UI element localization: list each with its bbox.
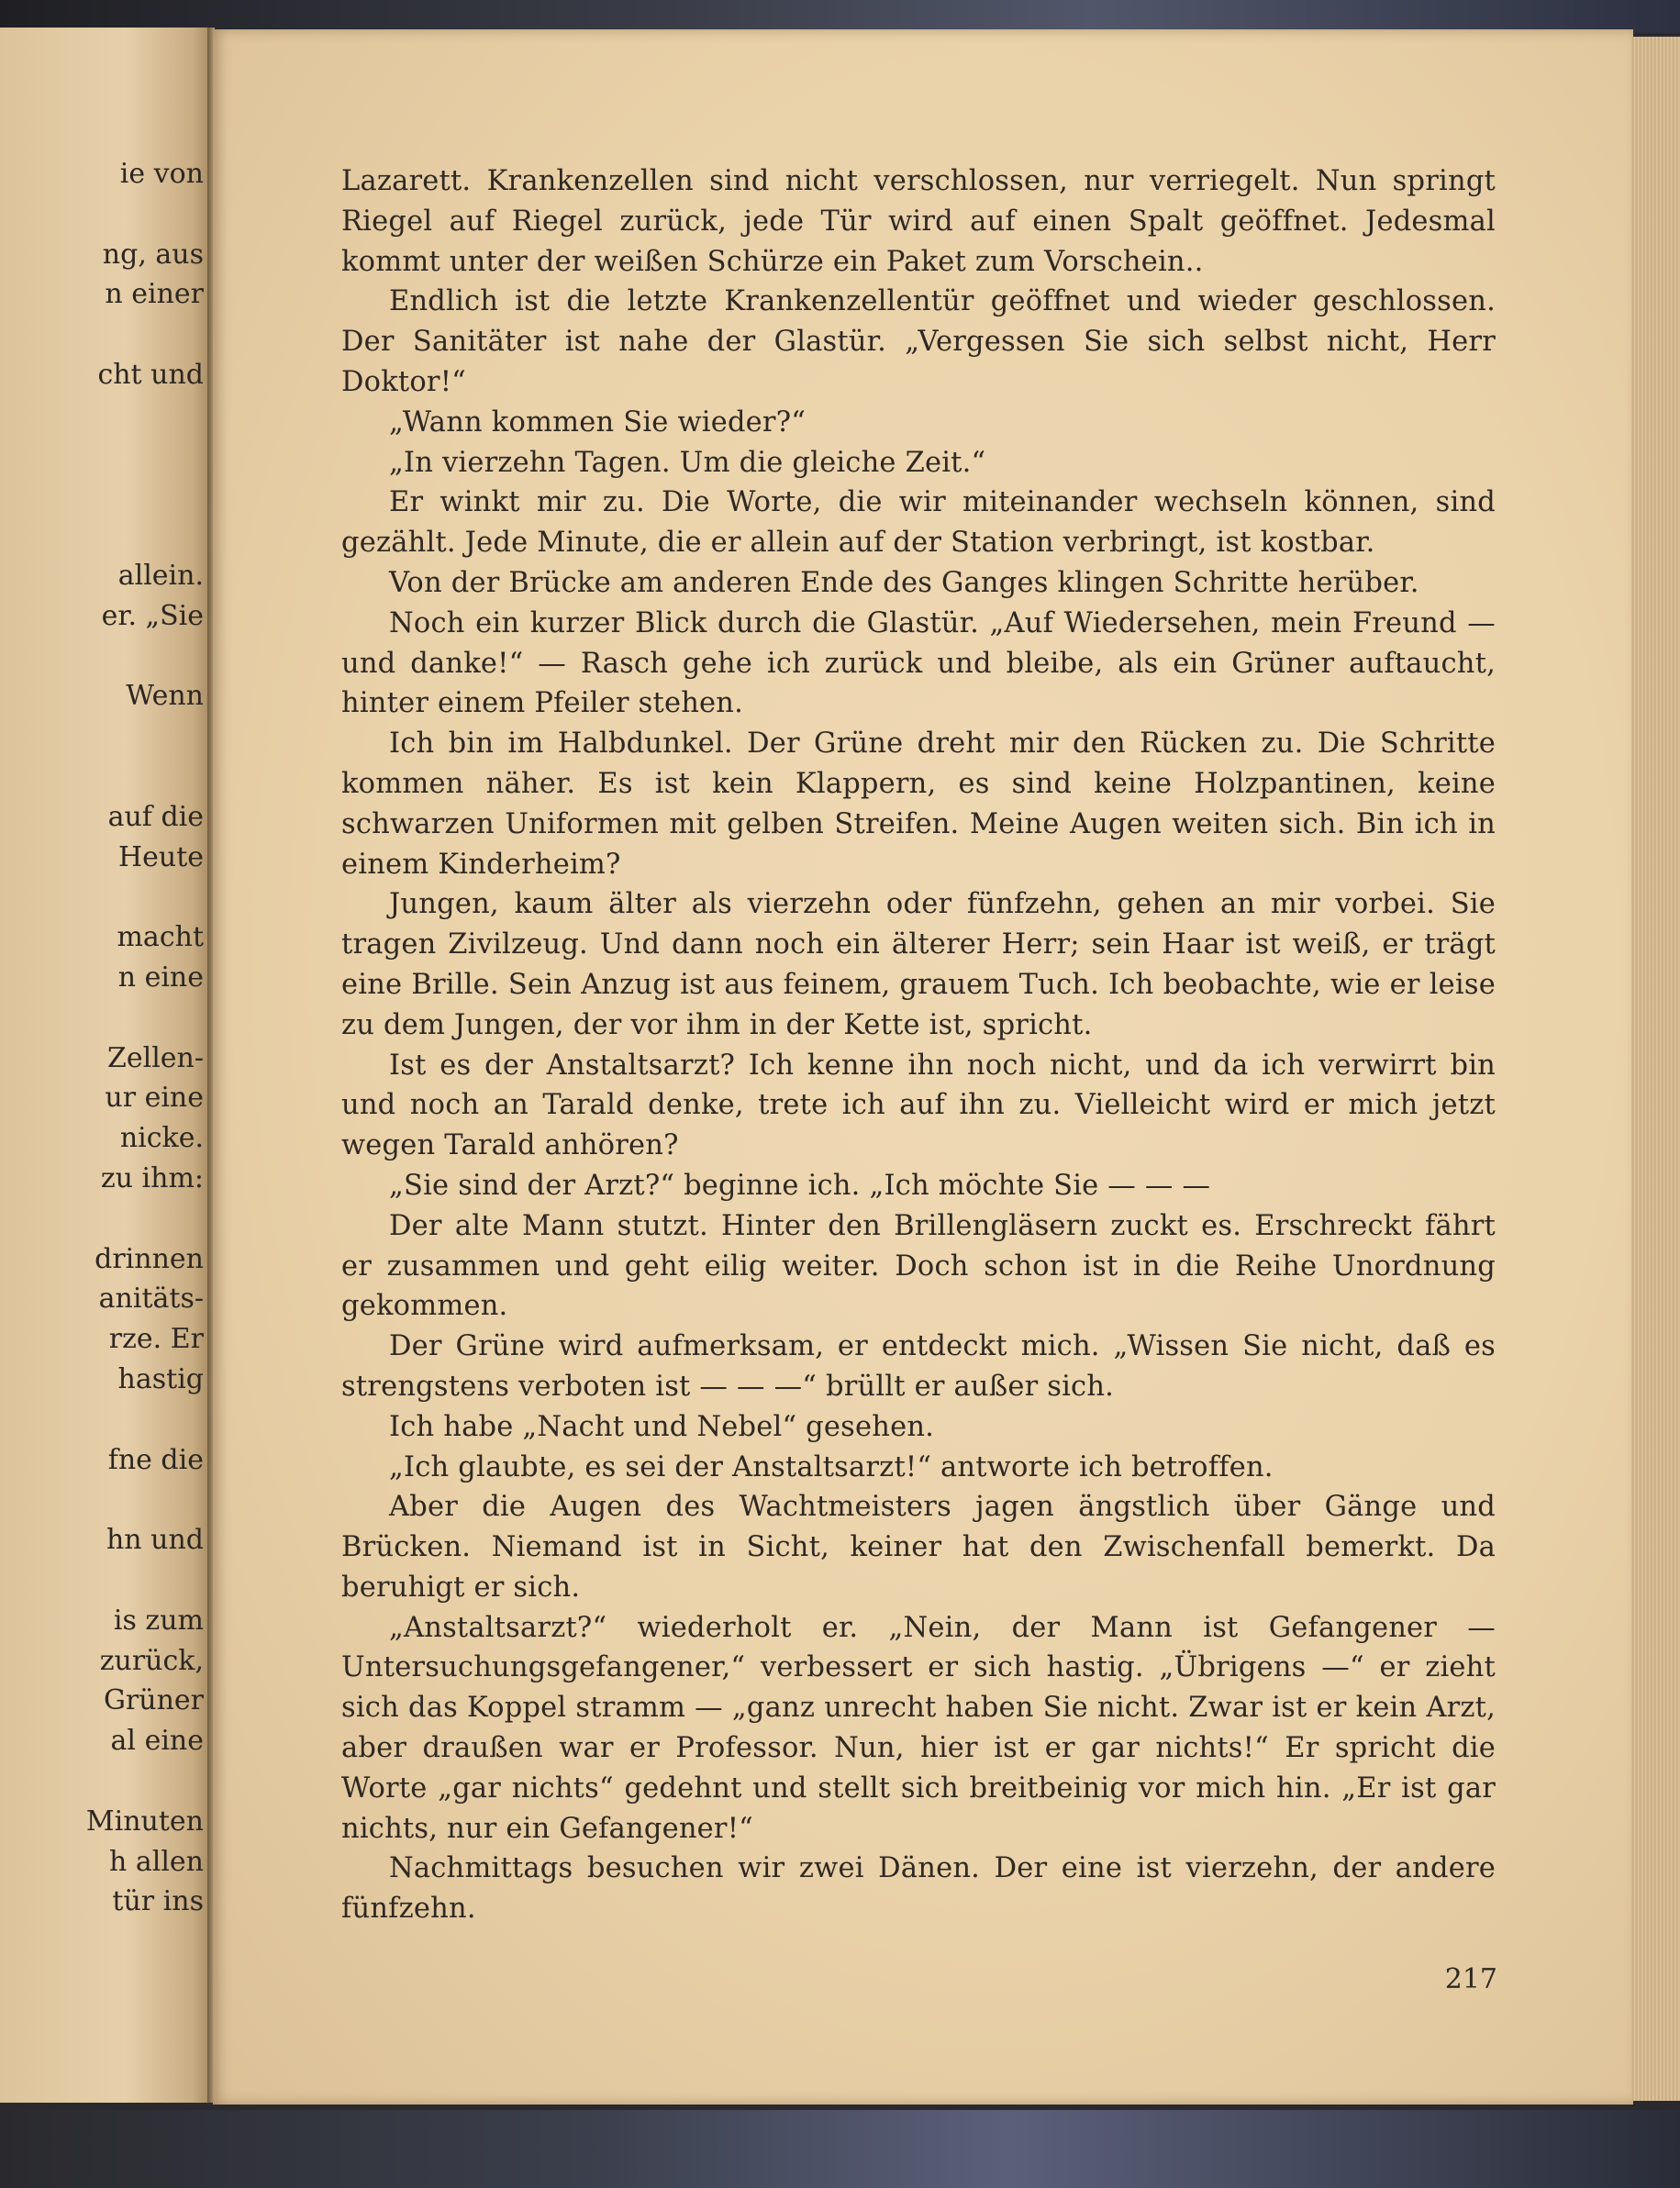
- left-page-line: cht und: [97, 359, 204, 391]
- paragraph: Lazarett. Krankenzellen sind nicht verschlossen, nur verriegelt. Nun springt Riegel auf Riegel zurück, jede Tür wird auf einen Spalt geöffnet. Jedesmal kommt unter der weißen Schürze ein Paket zum Vorschein..: [341, 165, 1496, 278]
- left-page-line: Heute: [117, 840, 204, 873]
- left-page-line: n eine: [117, 961, 204, 994]
- book-cover-bottom: [0, 2110, 1680, 2188]
- left-page-line: nicke.: [119, 1122, 204, 1155]
- left-page-line: n einer: [105, 278, 204, 311]
- paragraph: Nachmittags besuchen wir zwei Dänen. Der eine ist vierzehn, der andere fünfzehn.: [341, 1852, 1496, 1926]
- paragraph: Ich bin im Halbdunkel. Der Grüne dreht mir den Rücken zu. Die Schritte kommen näher. Es ist kein Klappern, es sind keine Holzpantinen, keine schwarzen Uniformen mit gelben Streifen. Meine Augen weiten sich. Bin ich in einem Kinderheim?: [341, 727, 1496, 881]
- paragraph: Er winkt mir zu. Die Worte, die wir miteinander wechseln können, sind gezählt. Jede Minute, die er allein auf der Station verbringt, ist kostbar.: [341, 486, 1496, 560]
- paragraph: „Ich glaubte, es sei der Anstaltsarzt!“ antworte ich betroffen.: [389, 1450, 1274, 1483]
- left-page-line: er. „Sie: [101, 599, 204, 632]
- left-page-line: Wenn: [126, 680, 204, 713]
- left-page-line: Zellen-: [107, 1041, 204, 1074]
- left-page-line: zu ihm:: [100, 1162, 204, 1194]
- left-page-line: hn und: [106, 1524, 204, 1557]
- left-page-line: tür ins: [112, 1885, 204, 1918]
- paragraph: Endlich ist die letzte Krankenzellentür geöffnet und wieder geschlossen. Der Sanitäter ist nahe der Glastür. „Vergessen Sie sich selbst nicht, Herr Doktor!“: [341, 285, 1496, 398]
- paragraph: Der Grüne wird aufmerksam, er entdeckt mich. „Wissen Sie nicht, daß es strengstens verboten ist — — —“ brüllt er außer sich.: [341, 1330, 1496, 1403]
- paragraph: „Wann kommen Sie wieder?“: [389, 405, 807, 439]
- left-page-line: fne die: [107, 1443, 204, 1476]
- left-page-line: allein.: [117, 560, 204, 592]
- left-page-line: auf die: [107, 800, 204, 833]
- paragraph: Von der Brücke am anderen Ende des Ganges klingen Schritte herüber.: [389, 566, 1419, 599]
- left-page-line: drinnen: [95, 1242, 204, 1275]
- paragraph: Jungen, kaum älter als vierzehn oder fünfzehn, gehen an mir vorbei. Sie tragen Zivilzeug. Und dann noch ein älterer Herr; sein Haar ist weiß, er trägt eine Brille. Sein Anzug ist aus feinem, grauem Tuch. Ich beobachte, wie er leise zu dem Jungen, der vor ihm in der Kette ist, spricht.: [341, 888, 1496, 1041]
- body-text: [341, 161, 1496, 1929]
- left-page-line: ie von: [119, 158, 204, 190]
- left-page-line: al eine: [110, 1725, 204, 1758]
- left-page-line: rze. Er: [108, 1323, 204, 1356]
- left-page-line: hastig: [117, 1363, 204, 1395]
- paragraph: Der alte Mann stutzt. Hinter den Brillengläsern zuckt es. Erschreckt fährt er zusammen und geht eilig weiter. Doch schon ist in die Reihe Unordnung gekommen.: [341, 1209, 1496, 1323]
- paragraph: Noch ein kurzer Blick durch die Glastür. „Auf Wiedersehen, mein Freund — und danke!“ — Rasch gehe ich zurück und bleibe, als ein Grüner auftaucht, hinter einem Pfeiler stehen.: [341, 606, 1496, 720]
- left-page-line: Minuten: [85, 1805, 204, 1838]
- paragraph: Ist es der Anstaltsarzt? Ich kenne ihn noch nicht, und da ich verwirrt bin und noch an Tarald denke, trete ich auf ihn zu. Vielleicht wird er mich jetzt wegen Tarald anhören?: [341, 1049, 1496, 1162]
- page-number: 217: [1444, 1963, 1497, 1995]
- paragraph: „In vierzehn Tagen. Um die gleiche Zeit.“: [389, 446, 986, 479]
- paragraph: Aber die Augen des Wachtmeisters jagen ängstlich über Gänge und Brücken. Niemand ist in Sicht, keiner hat den Zwischenfall bemerkt. Da beruhigt er sich.: [341, 1491, 1496, 1604]
- left-page-line: h allen: [108, 1845, 204, 1878]
- left-page: [0, 28, 209, 2103]
- paragraph: Ich habe „Nacht und Nebel“ gesehen.: [389, 1410, 935, 1443]
- paragraph: „Anstaltsarzt?“ wiederholt er. „Nein, der Mann ist Gefangener — Untersuchungsgefangener,“ verbessert er sich hastig. „Übrigens —“ er zieht sich das Koppel stramm — „ganz unrecht haben Sie nicht. Zwar ist er kein Arzt, aber draußen war er Professor. Nun, hier ist er gar nichts!“ Er spricht die Worte „gar nichts“ gedehnt und stellt sich breitbeinig vor mich hin. „Er ist gar nichts, nur ein Gefangener!“: [341, 1611, 1496, 1845]
- left-page-line: ng, aus: [102, 238, 204, 271]
- left-page-line: ur eine: [105, 1082, 204, 1115]
- left-page-line: macht: [117, 921, 204, 954]
- page-edges: [1631, 37, 1680, 2101]
- left-page-line: is zum: [113, 1604, 204, 1637]
- left-page-line: anitäts-: [98, 1283, 204, 1316]
- paragraph: „Sie sind der Arzt?“ beginne ich. „Ich möchte Sie — — —: [389, 1169, 1211, 1202]
- left-page-line: zurück,: [99, 1644, 204, 1677]
- book-cover-top: [0, 0, 1680, 33]
- left-page-line: Grüner: [103, 1684, 204, 1717]
